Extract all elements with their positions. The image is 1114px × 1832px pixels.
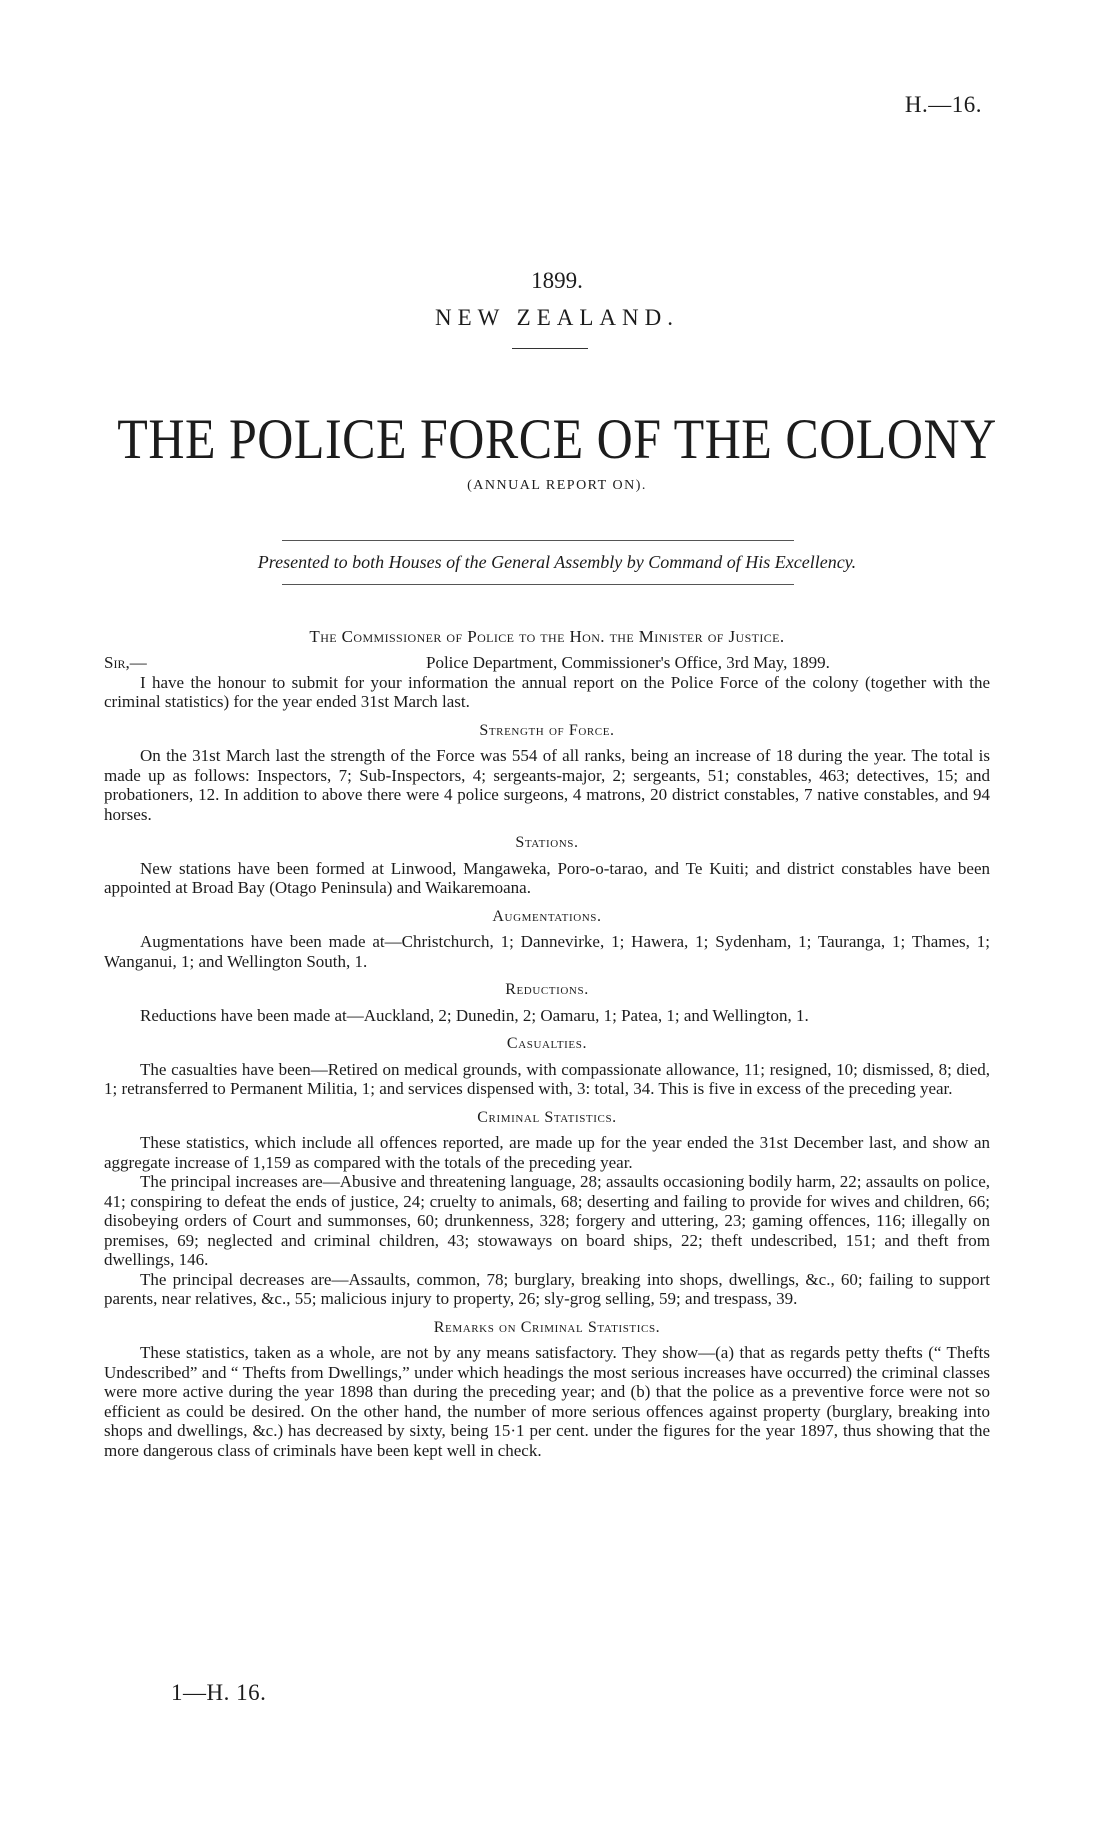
section-paragraph: The principal increases are—Abusive and threatening language, 28; assaults occasioning bodily harm, 22; assaults on police, 41; conspiring to defeat the ends of justice, 24; cruelty to animals, 68; deserting and failing to provide for wives and children, 66; disobeying orders of Court and summonses, 60; drunkenness, 328; forgery and uttering, 23; gaming offences, 116; illegally on premises, 69; neglected and criminal children, 43; stowaways on board ships, 22; theft undescribed, 151; and theft from dwellings, 146. (104, 1172, 990, 1269)
section-reductions (104, 980, 990, 1025)
section-criminal-statistics (104, 1108, 990, 1309)
section-heading: Stations. (515, 834, 579, 851)
report-body (104, 627, 990, 1460)
section-paragraph: These statistics, taken as a whole, are not by any means satisfactory. They show—(a) that as regards petty thefts (“ Thefts Undescribed” and “ Thefts from Dwellings,” under which headings the most serious increases have occurred) the criminal classes were more active during the year 1898 than during the preceding year; and (b) that the police as a preventive force were not so efficient as could be desired. On the other hand, the number of more serious offences against property (burglary, breaking into shops and dwellings, &c.) has decreased by sixty, being 15·1 per cent. under the figures for the year 1897, thus showing that the more dangerous class of criminals have been kept well in check. (104, 1343, 990, 1460)
document-title: THE POLICE FORCE OF THE COLONY (117, 406, 997, 471)
section-casualties (104, 1034, 990, 1099)
letter-intro: I have the honour to submit for your information the annual report on the Police Force of the colony (together with the criminal statistics) for the year ended 31st March last. (104, 672, 990, 711)
section-heading: Strength of Force. (479, 721, 615, 739)
section-heading: Criminal Statistics. (477, 1108, 617, 1126)
section-remarks (104, 1318, 990, 1461)
section-paragraph: New stations have been formed at Linwood, Mangaweka, Poro-o-tarao, and Te Kuiti; and district constables have been appointed at Broad Bay (Otago Peninsula) and Waikaremoana. (104, 858, 990, 897)
section-heading: Casualties. (506, 1035, 588, 1052)
section-paragraph: These statistics, which include all offences reported, are made up for the year ended the 31st December last, and show an aggregate increase of 1,159 as compared with the totals of the preceding year. (104, 1133, 990, 1172)
section-paragraph: The casualties have been—Retired on medical grounds, with compassionate allowance, 11; resigned, 10; dismissed, 8; died, 1; retransferred to Permanent Militia, 1; and services dispensed with, 3: total, 34. This is five in excess of the preceding year. (104, 1059, 990, 1098)
country-heading: NEW ZEALAND. (434, 305, 680, 330)
letter-salutation: Sir,— (104, 652, 147, 672)
document-subtitle: (ANNUAL REPORT ON). (467, 478, 647, 493)
section-strength (104, 721, 990, 825)
letter-dateline: Police Department, Commissioner's Office, 3rd May, 1899. (426, 652, 830, 672)
letter-addressee: The Commissioner of Police to the Hon. the Minister of Justice. (309, 627, 785, 646)
section-paragraph: On the 31st March last the strength of the Force was 554 of all ranks, being an increase of 18 during the year. The total is made up as follows: Inspectors, 7; Sub-Inspectors, 4; sergeants-major, 2; sergeants, 51; constables, 463; detectives, 15; and probationers, 12. In addition to above there were 4 police surgeons, 4 matrons, 20 district constables, 7 native constables, and 94 horses. (104, 746, 990, 824)
section-heading: Augmentations. (492, 907, 602, 925)
paper-reference: H.—16. (904, 92, 982, 117)
divider-rule (512, 348, 588, 349)
salutation-line (104, 653, 990, 673)
divider-rule-top (282, 540, 794, 541)
section-heading: Remarks on Criminal Statistics. (433, 1318, 661, 1336)
section-paragraph: The principal decreases are—Assaults, common, 78; burglary, breaking into shops, dwellings, &c., 60; failing to support parents, near relatives, &c., 55; malicious injury to property, 26; sly-grog selling, 59; and trespass, 39. (104, 1269, 990, 1308)
section-paragraph: Augmentations have been made at—Christchurch, 1; Dannevirke, 1; Hawera, 1; Sydenham, 1; Tauranga, 1; Thames, 1; Wanganui, 1; and Wellington South, 1. (104, 932, 990, 971)
section-paragraph: Reductions have been made at—Auckland, 2; Dunedin, 2; Oamaru, 1; Patea, 1; and Wellington, 1. (140, 1005, 809, 1025)
section-heading: Reductions. (505, 981, 589, 998)
divider-rule-bottom (282, 584, 794, 585)
section-stations (104, 833, 990, 898)
section-augmentations (104, 907, 990, 972)
document-year: 1899. (531, 268, 583, 293)
presentation-line: Presented to both Houses of the General Assembly by Command of His Excellency. (257, 552, 857, 572)
signature-reference: 1—H. 16. (171, 1680, 267, 1705)
